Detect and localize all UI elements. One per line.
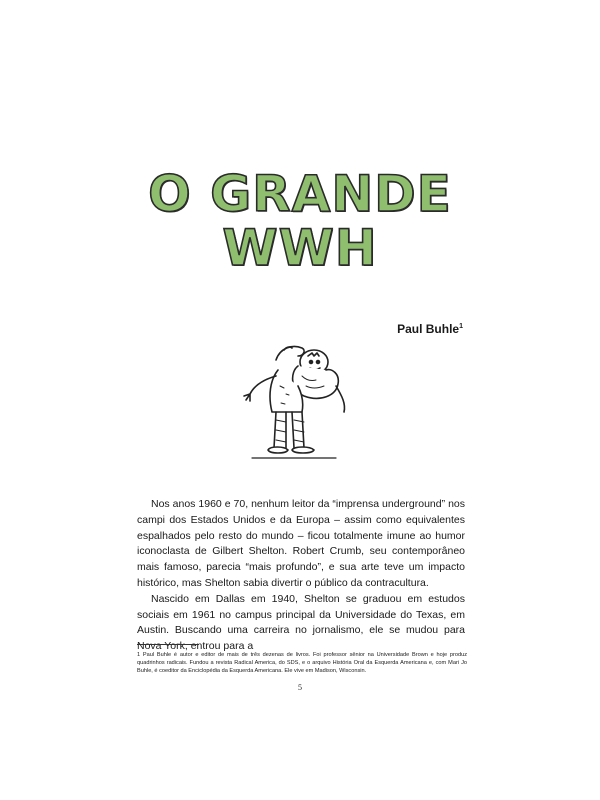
- footnote: 1 Paul Buhle é autor e editor de mais de três dezenas de livros. Foi professor sênior na Universidade Brown e hoje produz quadrinhos radicais. Fundou a revista Radical America, do SDS, e o arquivo História Oral da Esquerda Americana e, com Mari Jo Buhle, é coeditor da Enciclopédia da Esquerda Americana. Ele vive em Madison, Wisconsin.: [137, 652, 467, 674]
- page-number: 5: [298, 683, 302, 692]
- chapter-title-line-2: WWH: [222, 219, 378, 277]
- author-byline: [397, 322, 463, 336]
- author-name: Paul Buhle: [397, 322, 460, 336]
- article-body: [137, 497, 465, 655]
- paragraph-1: Nos anos 1960 e 70, nenhum leitor da “imprensa underground” nos campi dos Estados Unidos e da Europa – assim como equivalentes espalhados pelo resto do mundo – ficou totalmente imune ao humor iconoclasta de Gilbert Shelton. Robert Crumb, seu contemporâneo mais famoso, parecia “mais profundo”, e sua arte teve um impacto histórico, mas Shelton sabia divertir o público da contracultura.: [137, 498, 465, 589]
- footnote-divider: [137, 644, 199, 645]
- footnote-marker: 1: [459, 323, 463, 330]
- cartoon-man-illustration: [232, 336, 356, 466]
- chapter-title-line-1: O GRANDE: [148, 165, 452, 223]
- paragraph-2: Nascido em Dallas em 1940, Shelton se graduou em estudos sociais em 1961 no campus principal da Universidade do Texas, em Austin. Buscando uma carreira no jornalismo, ele se mudou para Nova York, entrou para a: [137, 592, 465, 653]
